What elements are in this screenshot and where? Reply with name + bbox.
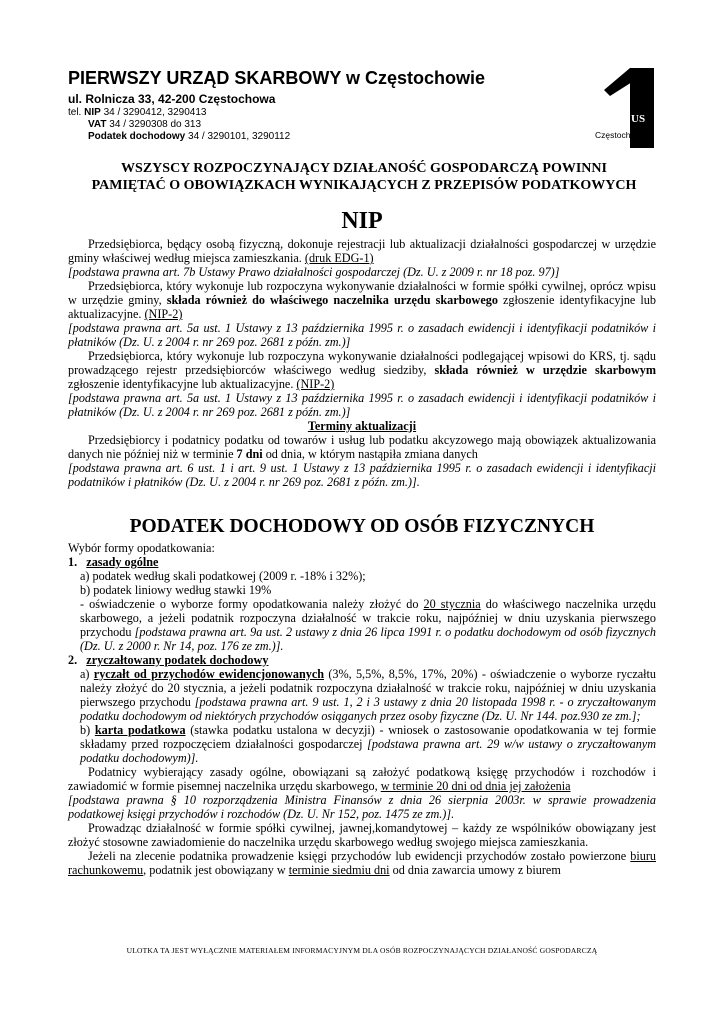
- form-nip2: (NIP-2): [144, 307, 183, 321]
- ledger-basis: [podstawa prawna § 10 rozporządzenia Ministra Finansów z dnia 26 sierpnia 2003r. w sprawie prowadzenia podatkowej księgi przychodów i rozchodów (Dz. U. Nr 152, poz. 1475 ze zm.)].: [68, 793, 656, 821]
- nip-paragraph-3: Przedsiębiorca, który wykonuje lub rozpoczyna wykonywanie działalności podlegającej wpisowi do KRS, tj. sądu prowadzącego rejestr przedsiębiorców właściwego według siedziby, składa również w urzędzie skarbowym zgłoszenie identyfikacyjne lub aktualizacyjne. (NIP-2): [68, 349, 656, 391]
- office-logo: [590, 66, 656, 150]
- item-1a: a) podatek według skali podatkowej (2009 r. -18% i 32%);: [80, 569, 366, 583]
- office-title: PIERWSZY URZĄD SKARBOWY w Częstochowie: [68, 68, 486, 88]
- item-1-heading: 1. zasady ogólne: [68, 555, 159, 569]
- accounting-office-paragraph: Jeżeli na zlecenie podatnika prowadzenie księgi przychodów lub ewidencji przychodów zostało powierzone biuru rachunkowemu, podatnik jest obowiązany w terminie siedmiu dni od dnia zawarcia umowy z biurem: [68, 849, 656, 877]
- partnership-paragraph: Prowadząc działalność w formie spółki cywilnej, jawnej,komandytowej – każdy ze wspólników obowiązany jest złożyć stosowne zawiadomienie do naczelnika urzędu skarbowego według swojego miejsca zamieszkania.: [68, 821, 656, 849]
- form-edg1: (druk EDG-1): [304, 251, 374, 265]
- nip-paragraph-4: Przedsiębiorcy i podatnicy podatku od towarów i usług lub podatku akcyzowego mają obowiązek aktualizowania danych nie później niż w terminie 7 dni od dnia, w którym nastąpiła zmiana danych: [68, 433, 656, 461]
- vat-phone: 34 / 3290308 do 313: [109, 119, 202, 130]
- nip-basis-3: [podstawa prawna art. 5a ust. 1 Ustawy z 13 października 1995 r. o zasadach ewidencji i identyfikacji podatników i płatników (Dz. U. z 2004 r. nr 269 poz. 2681 z późn. zm.)]: [68, 391, 656, 419]
- nip-label: NIP: [84, 107, 101, 118]
- pit-heading: PODATEK DOCHODOWY OD OSÓB FIZYCZNYCH: [129, 516, 595, 537]
- item-1b: b) podatek liniowy według stawki 19%: [80, 583, 272, 597]
- office-address: ul. Rolnicza 33, 42-200 Częstochowa: [68, 92, 276, 106]
- terms-heading: Terminy aktualizacji: [307, 419, 417, 433]
- pd-label: Podatek dochodowy: [88, 131, 186, 142]
- vat-phone-line: [88, 119, 201, 131]
- nip-phone-line: [68, 107, 206, 119]
- pit-section-body: [68, 541, 656, 877]
- form-nip2: (NIP-2): [296, 377, 335, 391]
- nip-basis-1: [podstawa prawna art. 7b Ustawy Prawo działalności gospodarczej (Dz. U. z 2009 r. nr 18 poz. 97)]: [68, 265, 560, 279]
- nip-basis-2: [podstawa prawna art. 5a ust. 1 Ustawy z 13 października 1995 r. o zasadach ewidencji i identyfikacji podatników i płatników (Dz. U. z 2004 r. nr 269 poz. 2681 z późn. zm.)]: [68, 321, 656, 349]
- logo-city: Częstochowa: [595, 130, 647, 140]
- nip-paragraph-2: Przedsiębiorca, który wykonuje lub rozpoczyna wykonywanie działalności w formie spółki cywilnej, oprócz wpisu w urzędzie gminy, składa również do właściwego naczelnika urzędu skarbowego zgłoszenie identyfikacyjne lub aktualizacyjne. (NIP-2): [68, 279, 656, 321]
- logo-us: US: [631, 113, 646, 125]
- pd-phone: 34 / 3290101, 3290112: [188, 131, 291, 142]
- intro-line-2: PAMIĘTAĆ O OBOWIĄZKACH WYNIKAJĄCYCH Z PRZEPISÓW PODATKOWYCH: [91, 178, 637, 193]
- nip-basis-4: [podstawa prawna art. 6 ust. 1 i art. 9 ust. 1 Ustawy z 13 października 1995 r. o zasadach ewidencji i identyfikacji podatników i płatników (Dz. U. z 2004 r. nr 269 poz. 2681 z późn. zm.)].: [68, 461, 656, 489]
- item-2-heading: 2. zryczałtowany podatek dochodowy: [68, 653, 269, 667]
- tax-form-choice: Wybór formy opodatkowania:: [68, 541, 215, 555]
- item-1-declaration: - oświadczenie o wyborze formy opodatkowania należy złożyć do 20 stycznia do właściwego naczelnika urzędu skarbowego, a jeżeli podatnik rozpoczyna działalność w trakcie roku, najpóźniej w dniu uzyskania pierwszego przychodu [podstawa prawna art. 9a ust. 2 ustawy z dnia 26 lipca 1991 r. o podatku dochodowym od osób fizycznych (Dz. U. z 2000 r. Nr 14, poz. 176 ze zm.)].: [80, 597, 656, 653]
- ledger-paragraph: Podatnicy wybierający zasady ogólne, obowiązani są założyć podatkową księgę przychodów i rozchodów i zawiadomić w formie pisemnej naczelnika urzędu skarbowego, w terminie 20 dni od dnia jej założenia: [68, 765, 656, 793]
- item-2a: a) ryczałt od przychodów ewidencjonowanych (3%, 5,5%, 8,5%, 17%, 20%) - oświadczenie o wyborze ryczałtu należy złożyć do 20 stycznia, a jeżeli podatnik rozpoczyna działalność w trakcie roku, najpóźniej w dniu uzyskania pierwszego przychodu [podstawa prawna art. 9 ust. 1, 2 i 3 ustawy z dnia 20 listopada 1998 r. - o zryczałtowanym podatku dochodowym od niektórych przychodów osiąganych przez osoby fizyczne (Dz. U. Nr 144. poz.930 ze zm.];: [80, 667, 657, 723]
- nip-phone: 34 / 3290412, 3290413: [103, 107, 207, 118]
- item-2b: b) karta podatkowa (stawka podatku ustalona w decyzji) - wniosek o zastosowanie opodatkowania w tej formie składamy przed rozpoczęciem działalności gospodarczej [podstawa prawna art. 29 w/w ustawy o zryczałtowanym podatku dochodowym)].: [80, 723, 656, 765]
- tel-label: tel.: [68, 107, 82, 118]
- nip-heading: NIP: [341, 208, 383, 234]
- nip-section-body: [68, 237, 656, 489]
- nip-paragraph-1: Przedsiębiorca, będący osobą fizyczną, dokonuje rejestracji lub aktualizacji działalności gospodarczej w urzędzie gminy właściwej według miejsca zamieszkania. (druk EDG-1): [68, 237, 656, 265]
- pd-phone-line: [88, 131, 290, 143]
- vat-label: VAT: [88, 119, 107, 130]
- leaflet-footer: ULOTKA TA JEST WYŁĄCZNIE MATERIAŁEM INFORMACYJNYM DLA OSÓB ROZPOCZYNAJĄCYCH DZIAŁANOŚĆ GOSPODARCZĄ: [126, 946, 598, 955]
- intro-line-1: WSZYSCY ROZPOCZYNAJĄCY DZIAŁANOŚĆ GOSPODARCZĄ POWINNI: [121, 161, 607, 176]
- intro-heading: [60, 160, 668, 194]
